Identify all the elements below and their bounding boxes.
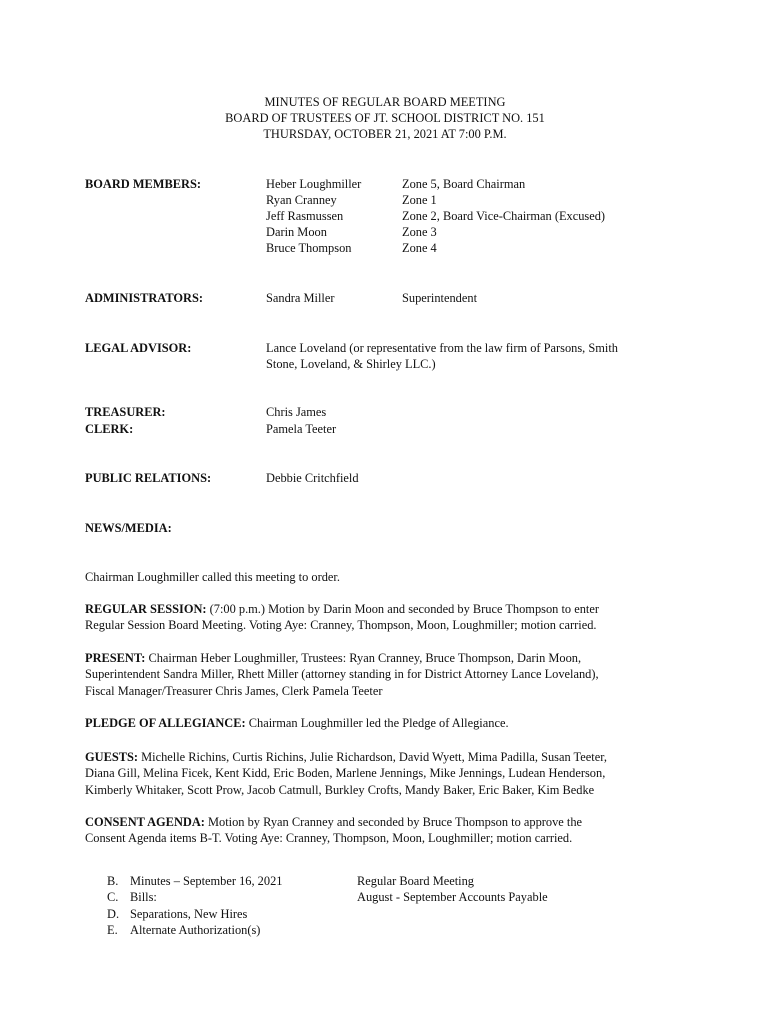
list-item-letter: B. <box>107 874 119 888</box>
list-item <box>107 873 282 889</box>
list-item-letter: E. <box>107 923 118 937</box>
present-line-3: Fiscal Manager/Treasurer Chris James, Clerk Pamela Teeter <box>85 683 383 698</box>
consent-line-1 <box>85 814 685 830</box>
list-item-text: Separations, New Hires <box>130 907 248 921</box>
guests-paragraph <box>85 749 685 798</box>
guests-line-3: Kimberly Whitaker, Scott Prow, Jacob Catmull, Burkley Crofts, Mandy Baker, Eric Baker, Kim Bedke <box>85 782 595 797</box>
board-member-role: Zone 3 <box>402 225 437 239</box>
present-line-1 <box>85 650 685 666</box>
list-item-text: Bills: <box>130 890 157 904</box>
regular-session-line-2: Regular Session Board Meeting. Voting Aye: Cranney, Thompson, Moon, Loughmiller; motion carried. <box>85 618 597 633</box>
consent-agenda-paragraph <box>85 814 685 847</box>
consent-heading: CONSENT AGENDA: <box>85 815 205 829</box>
guests-text: Michelle Richins, Curtis Richins, Julie Richardson, David Wyett, Mima Padilla, Susan Teeter, <box>138 750 607 764</box>
list-item <box>107 889 157 905</box>
guests-line-1 <box>85 749 685 765</box>
pledge-paragraph <box>85 715 685 731</box>
legal-advisor-line-2: Stone, Loveland, & Shirley LLC.) <box>266 357 436 371</box>
list-item-text: Minutes – September 16, 2021 <box>130 874 283 888</box>
consent-line-2: Consent Agenda items B-T. Voting Aye: Cranney, Thompson, Moon, Loughmiller; motion carried. <box>85 831 573 846</box>
legal-advisor-line-1: Lance Loveland (or representative from the law firm of Parsons, Smith <box>266 341 618 355</box>
board-member-role: Zone 2, Board Vice-Chairman (Excused) <box>402 209 606 223</box>
pledge-line <box>85 715 685 731</box>
present-paragraph <box>85 650 685 699</box>
board-member-name: Heber Loughmiller <box>266 177 362 191</box>
board-member-role: Zone 5, Board Chairman <box>402 177 526 191</box>
public-relations-label: PUBLIC RELATIONS: <box>85 471 212 485</box>
pledge-text: Chairman Loughmiller led the Pledge of Allegiance. <box>245 716 509 730</box>
administrators-label: ADMINISTRATORS: <box>85 291 203 305</box>
list-item-text: Alternate Authorization(s) <box>130 923 261 937</box>
list-item-letter: D. <box>107 907 120 921</box>
administrator-name: Sandra Miller <box>266 291 335 305</box>
list-item-detail: Regular Board Meeting <box>357 874 474 888</box>
guests-heading: GUESTS: <box>85 750 139 764</box>
news-media-label: NEWS/MEDIA: <box>85 521 172 535</box>
legal-advisor-label: LEGAL ADVISOR: <box>85 341 192 355</box>
regular-session-text: (7:00 p.m.) Motion by Darin Moon and seconded by Bruce Thompson to enter <box>206 602 599 616</box>
present-heading: PRESENT: <box>85 651 146 665</box>
treasurer-label: TREASURER: <box>85 405 166 419</box>
pledge-heading: PLEDGE OF ALLEGIANCE: <box>85 716 246 730</box>
clerk-name: Pamela Teeter <box>266 422 337 436</box>
public-relations-name: Debbie Critchfield <box>266 471 359 485</box>
list-item <box>107 922 260 938</box>
board-members-label: BOARD MEMBERS: <box>85 177 201 191</box>
list-item <box>107 906 247 922</box>
board-member-role: Zone 4 <box>402 241 437 255</box>
board-member-name: Ryan Cranney <box>266 193 337 207</box>
treasurer-name: Chris James <box>266 405 327 419</box>
header-line-1: MINUTES OF REGULAR BOARD MEETING <box>264 95 506 109</box>
document-header <box>0 94 770 142</box>
regular-session-heading: REGULAR SESSION: <box>85 602 207 616</box>
list-item-detail: August - September Accounts Payable <box>357 890 548 904</box>
consent-text: Motion by Ryan Cranney and seconded by Bruce Thompson to approve the <box>204 815 583 829</box>
present-line-2: Superintendent Sandra Miller, Rhett Miller (attorney standing in for District Attorney Lance Loveland), <box>85 667 599 682</box>
board-member-role: Zone 1 <box>402 193 437 207</box>
header-line-2: BOARD OF TRUSTEES OF JT. SCHOOL DISTRICT NO. 151 <box>225 111 545 125</box>
administrator-role: Superintendent <box>402 291 478 305</box>
regular-session-paragraph <box>85 601 685 634</box>
clerk-label: CLERK: <box>85 422 134 436</box>
call-to-order: Chairman Loughmiller called this meeting to order. <box>85 570 340 584</box>
regular-session-line-1 <box>85 601 685 617</box>
list-item-letter: C. <box>107 890 119 904</box>
board-member-name: Bruce Thompson <box>266 241 352 255</box>
board-member-name: Jeff Rasmussen <box>266 209 344 223</box>
header-line-3: THURSDAY, OCTOBER 21, 2021 AT 7:00 P.M. <box>263 127 507 141</box>
board-member-name: Darin Moon <box>266 225 327 239</box>
present-text: Chairman Heber Loughmiller, Trustees: Ryan Cranney, Bruce Thompson, Darin Moon, <box>145 651 582 665</box>
guests-line-2: Diana Gill, Melina Ficek, Kent Kidd, Eric Boden, Marlene Jennings, Mike Jennings, Ludean Henderson, <box>85 766 606 781</box>
